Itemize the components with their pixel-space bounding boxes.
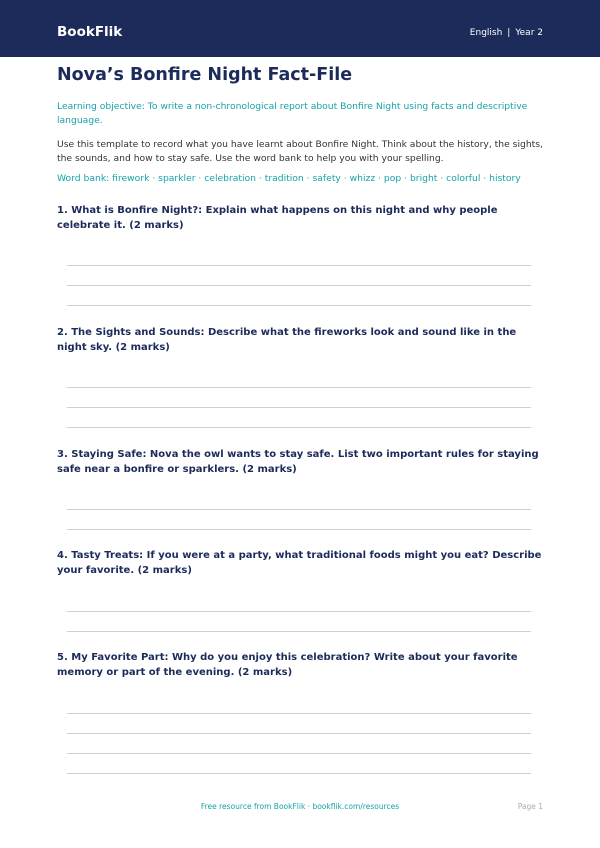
answer-line[interactable] <box>67 733 531 734</box>
answer-line[interactable] <box>67 631 531 632</box>
question-3: 3. Staying Safe: Nova the owl wants to stay safe. List two important rules for staying safe near a bonfire or sparklers. (2 marks) <box>57 449 539 475</box>
answer-line[interactable] <box>67 713 531 714</box>
header-separator: | <box>507 28 511 38</box>
question-5: 5. My Favorite Part: Why do you enjoy this celebration? Write about your favorite memory or part of the evening. (2 marks) <box>57 652 518 678</box>
header-bar <box>0 0 600 57</box>
intro-text: Use this template to record what you have learnt about Bonfire Night. Think about the history, the sights, the sounds, and how to stay safe. Use the word bank to help you with your spelling. <box>57 139 543 164</box>
brand-logo-text[interactable]: BookFlik <box>57 24 123 40</box>
question-4: 4. Tasty Treats: If you were at a party, what traditional foods might you eat? Describe your favorite. (2 marks) <box>57 550 542 576</box>
answer-line[interactable] <box>67 407 531 408</box>
subject-label: English <box>469 28 503 38</box>
answer-line[interactable] <box>67 611 531 612</box>
answer-line[interactable] <box>67 753 531 754</box>
question-2: 2. The Sights and Sounds: Describe what the fireworks look and sound like in the night sky. (2 marks) <box>57 327 517 353</box>
answer-line[interactable] <box>67 773 531 774</box>
year-label: Year 2 <box>515 28 543 38</box>
footer-text[interactable]: Free resource from BookFlik · bookflik.com/resources <box>200 802 400 811</box>
answer-line[interactable] <box>67 529 531 530</box>
word-bank: Word bank: firework · sparkler · celebration · tradition · safety · whizz · pop · bright · colorful · history <box>57 173 521 184</box>
page-title: Nova’s Bonfire Night Fact-File <box>57 65 353 85</box>
header-meta <box>470 28 543 38</box>
page-number: Page 1 <box>517 802 543 811</box>
learning-objective: Learning objective: To write a non-chronological report about Bonfire Night using facts and descriptive language. <box>57 101 528 126</box>
answer-line[interactable] <box>67 387 531 388</box>
answer-line[interactable] <box>67 265 531 266</box>
answer-line[interactable] <box>67 305 531 306</box>
answer-line[interactable] <box>67 285 531 286</box>
answer-line[interactable] <box>67 509 531 510</box>
question-1: 1. What is Bonfire Night?: Explain what happens on this night and why people celebrate it. (2 marks) <box>57 205 498 231</box>
answer-line[interactable] <box>67 427 531 428</box>
